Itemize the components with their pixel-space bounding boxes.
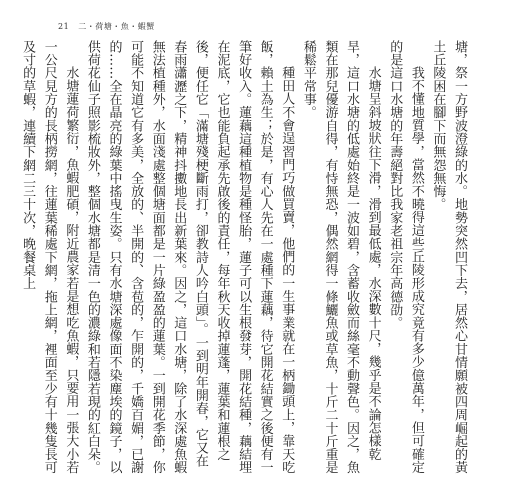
paragraph: 種田人不會逞習門巧做買賣，他們的一生事業就在一柄鋤頭上，靠天吃飯，賴土為生；於是，有心人先在一處種下蓮藕，待它開花結實之後便有一筆好收入。蓮藕這種植物是種怪胎，蓮子可以生根發芽，開花結種，藕結埋在泥底，它也能負起承先啟後的責任，每年秋天收掉蓮蓬，蓮葉和蓮根之後，便任它「滿塘殘梗斷雨打，卻教詩人吟白頭」。一到明年開春，它又在春雨瀟瀝之下，精神抖擻地長出新葉來。因之，這口水塘，除了水深處魚蝦無法植種外，水面淺處整個塘面都是一片綠盈盈的蓮葉。一到開花季節，你可能不知道它有多美，全放的、半開的、含苞的，乍開的，千嬌百媚，已謝的……全在晶亮的綠葉中搖曳生姿。只有水塘深處像面不染塵埃的鏡子，以供荷花仙子照影梳妝外，整個水塘都是清一色的濃綠和若隱若現的紅白朵。 xyxy=(84,40,295,474)
running-title: 二・荷塘・魚・蝦蟹 xyxy=(78,22,155,31)
paragraph: 塘，祭一方野波澄綠的水。地勢突然凹下去，居然心甘情願被四周崛起的黃土丘陵困在腳下而無怨無悔。 xyxy=(430,40,467,474)
paragraph: 水塘呈斜坡狀往下滑，滑到最低處，水深數十尺，幾乎是不論怎樣乾旱，這口水塘的低處始終是一波如碧，含蓄收斂而絲毫不動聲色。因之，魚類在那兒優游自得，有恃無恐，偶然網得一條鱺魚或草魚，十斤二十斤重是稀鬆平常事。 xyxy=(300,40,381,474)
vertical-text-body xyxy=(20,40,470,480)
paragraph: 我不懂地質學，當然不曉得這些丘陵形成究竟有多少億萬年，但可確定的是這口水塘的年壽絕對比我家老祖宗年高德劭。 xyxy=(387,40,424,474)
paragraph: 水塘蓮荷繁衍，魚蝦肥碩，附近農家若是想吃魚蝦，只要用一張大小若一公尺見方的長柄撈網，往蓮葉稀處下網，拖上網，裡面至少有十幾隻長可及寸的草蝦，連續下網二三十次，晚餐桌上 xyxy=(20,40,79,474)
page-number: 21 xyxy=(58,22,70,31)
running-header xyxy=(58,20,155,34)
